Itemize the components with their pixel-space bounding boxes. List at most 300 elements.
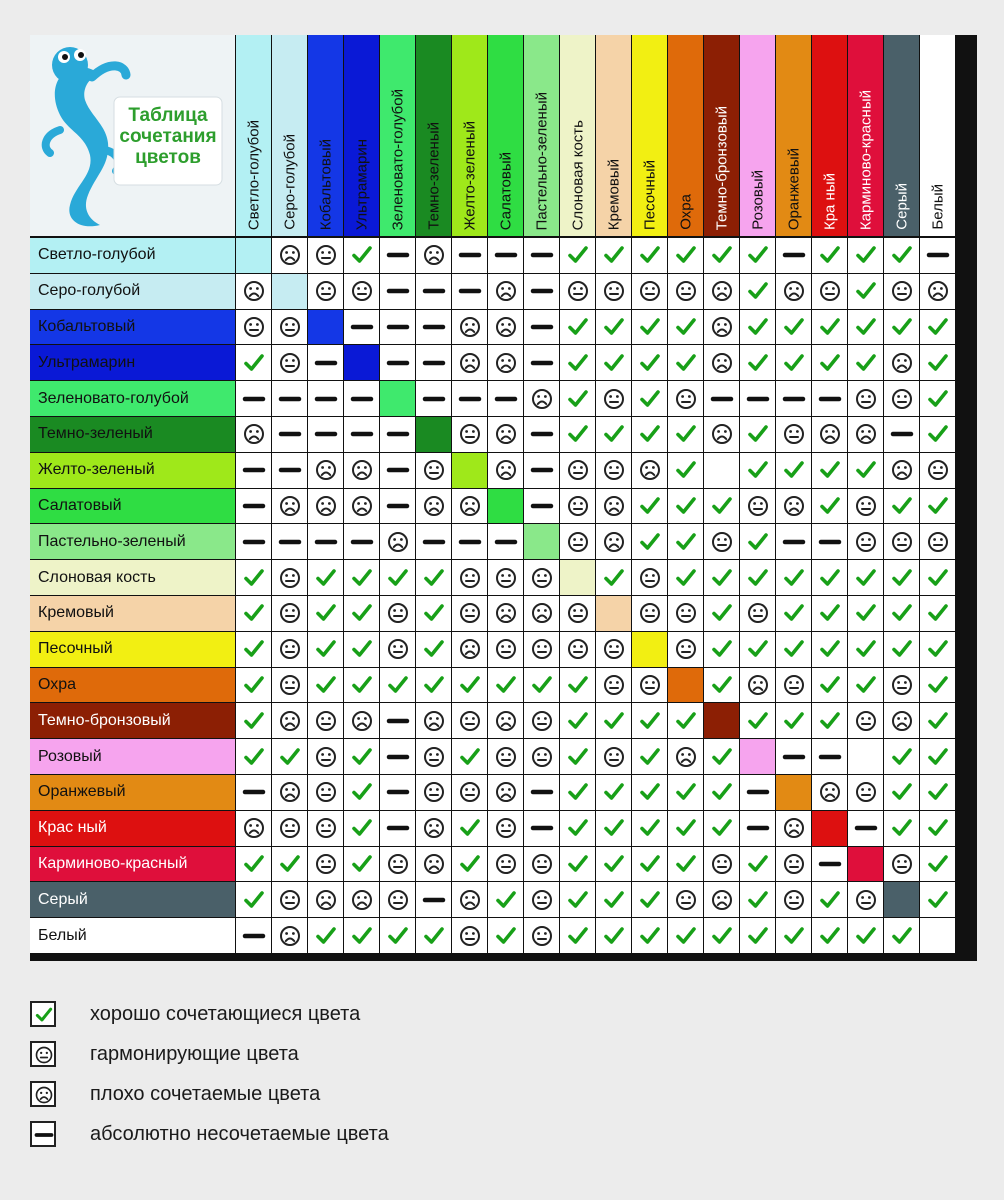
sad-face-icon	[278, 780, 302, 804]
cell-check-mark	[272, 847, 307, 882]
check-mark-icon	[314, 637, 338, 661]
cell-dash	[344, 417, 379, 452]
sad-face-icon	[710, 351, 734, 375]
legend-swatch	[30, 1041, 56, 1067]
cell-dash	[380, 417, 415, 452]
neutral-face-icon	[926, 530, 950, 554]
neutral-face-icon	[782, 852, 806, 876]
neutral-face-icon	[494, 566, 518, 590]
check-mark-icon	[674, 315, 698, 339]
cell-dash	[272, 524, 307, 559]
cell-check-mark	[596, 238, 631, 273]
sad-face-icon	[458, 888, 482, 912]
cell-sad-face	[236, 811, 271, 846]
neutral-face-icon	[818, 279, 842, 303]
diagonal-swatch	[776, 775, 811, 810]
cell-check-mark	[236, 882, 271, 917]
cell-neutral-face	[308, 847, 343, 882]
check-mark-icon	[566, 422, 590, 446]
cell-sad-face	[524, 596, 559, 631]
cell-check-mark	[884, 775, 919, 810]
check-mark-icon	[566, 780, 590, 804]
cell-check-mark	[704, 596, 739, 631]
cell-check-mark	[668, 524, 703, 559]
column-label: Пастельно-зеленый	[533, 91, 550, 230]
cell-check-mark	[668, 560, 703, 595]
cell-check-mark	[236, 560, 271, 595]
cell-check-mark	[812, 489, 847, 524]
column-header	[380, 35, 415, 236]
neutral-face-icon	[530, 709, 554, 733]
cell-dash	[848, 811, 883, 846]
dash-icon	[242, 387, 266, 411]
diagonal-swatch	[416, 417, 451, 452]
cell-check-mark	[236, 345, 271, 380]
check-mark-icon	[818, 243, 842, 267]
cell-check-mark	[740, 274, 775, 309]
column-label: Кремовый	[605, 158, 622, 230]
legend-item	[30, 1081, 530, 1109]
cell-check-mark	[632, 703, 667, 738]
cell-dash	[776, 524, 811, 559]
neutral-face-icon	[278, 566, 302, 590]
cell-check-mark	[380, 668, 415, 703]
diagonal-swatch	[452, 453, 487, 488]
cell-check-mark	[632, 381, 667, 416]
neutral-face-icon	[530, 566, 554, 590]
cell-sad-face	[776, 274, 811, 309]
empty-cell	[704, 453, 739, 488]
sad-face-icon	[818, 780, 842, 804]
cell-neutral-face	[524, 882, 559, 917]
cell-neutral-face	[596, 739, 631, 774]
cell-check-mark	[884, 560, 919, 595]
row-header	[30, 274, 235, 309]
check-mark-icon	[926, 601, 950, 625]
cell-check-mark	[596, 775, 631, 810]
cell-sad-face	[884, 345, 919, 380]
cell-check-mark	[848, 345, 883, 380]
row-label: Песочный	[38, 640, 113, 658]
neutral-face-icon	[746, 601, 770, 625]
dash-icon	[278, 422, 302, 446]
cell-check-mark	[596, 345, 631, 380]
dash-icon	[494, 387, 518, 411]
diagonal-swatch	[524, 524, 559, 559]
cell-neutral-face	[596, 668, 631, 703]
cell-check-mark	[560, 238, 595, 273]
cell-sad-face	[272, 489, 307, 524]
check-mark-icon	[458, 745, 482, 769]
sad-face-icon	[890, 351, 914, 375]
cell-dash	[236, 918, 271, 953]
cell-check-mark	[344, 775, 379, 810]
check-mark-icon	[602, 780, 626, 804]
sad-face-icon	[350, 709, 374, 733]
cell-sad-face	[308, 882, 343, 917]
row-header	[30, 918, 235, 953]
cell-sad-face	[704, 310, 739, 345]
cell-check-mark	[668, 847, 703, 882]
cell-neutral-face	[380, 632, 415, 667]
cell-sad-face	[308, 453, 343, 488]
check-mark-icon	[638, 387, 662, 411]
cell-check-mark	[848, 596, 883, 631]
cell-neutral-face	[452, 775, 487, 810]
column-label: Оранжевый	[785, 147, 802, 230]
sad-face-icon	[458, 315, 482, 339]
diagonal-swatch	[848, 847, 883, 882]
check-mark-icon	[350, 243, 374, 267]
column-header	[812, 35, 847, 236]
neutral-face-icon	[602, 458, 626, 482]
check-mark-icon	[386, 924, 410, 948]
check-mark-icon	[566, 745, 590, 769]
cell-check-mark	[920, 739, 955, 774]
cell-check-mark	[560, 847, 595, 882]
check-mark-icon	[674, 780, 698, 804]
neutral-face-icon	[530, 637, 554, 661]
cell-neutral-face	[272, 345, 307, 380]
row-label: Зеленовато-голубой	[38, 389, 189, 407]
cell-sad-face	[416, 489, 451, 524]
column-label: Серо-голубой	[281, 134, 298, 230]
check-mark-icon	[638, 351, 662, 375]
check-mark-icon	[818, 494, 842, 518]
column-header	[668, 35, 703, 236]
column-header	[704, 35, 739, 236]
neutral-face-icon	[458, 601, 482, 625]
check-mark-icon	[242, 888, 266, 912]
check-mark-icon	[458, 852, 482, 876]
dash-icon	[350, 315, 374, 339]
cell-neutral-face	[632, 596, 667, 631]
check-mark-icon	[926, 673, 950, 697]
check-mark-icon	[782, 458, 806, 482]
neutral-face-icon	[34, 1045, 54, 1065]
neutral-face-icon	[530, 745, 554, 769]
row-header	[30, 668, 235, 703]
check-mark-icon	[566, 243, 590, 267]
diagonal-swatch	[344, 345, 379, 380]
cell-check-mark	[632, 918, 667, 953]
neutral-face-icon	[566, 494, 590, 518]
cell-neutral-face	[416, 775, 451, 810]
row-header	[30, 632, 235, 667]
cell-dash	[920, 238, 955, 273]
row-label: Кремовый	[38, 604, 114, 622]
cell-neutral-face	[524, 847, 559, 882]
dash-icon	[242, 924, 266, 948]
check-mark-icon	[674, 530, 698, 554]
neutral-face-icon	[926, 458, 950, 482]
cell-neutral-face	[848, 703, 883, 738]
cell-dash	[416, 345, 451, 380]
cell-check-mark	[812, 560, 847, 595]
cell-check-mark	[416, 632, 451, 667]
neutral-face-icon	[314, 243, 338, 267]
cell-check-mark	[740, 238, 775, 273]
neutral-face-icon	[890, 387, 914, 411]
check-mark-icon	[890, 566, 914, 590]
dash-icon	[530, 780, 554, 804]
cell-dash	[380, 811, 415, 846]
cell-check-mark	[920, 417, 955, 452]
column-label: Белый	[929, 184, 946, 230]
check-mark-icon	[674, 243, 698, 267]
neutral-face-icon	[278, 816, 302, 840]
cell-check-mark	[668, 453, 703, 488]
cell-check-mark	[632, 310, 667, 345]
sad-face-icon	[746, 673, 770, 697]
neutral-face-icon	[386, 637, 410, 661]
check-mark-icon	[422, 601, 446, 625]
cell-check-mark	[740, 882, 775, 917]
dash-icon	[458, 387, 482, 411]
cell-check-mark	[740, 560, 775, 595]
legend-swatch	[30, 1121, 56, 1147]
sad-face-icon	[494, 279, 518, 303]
cell-dash	[452, 381, 487, 416]
neutral-face-icon	[854, 780, 878, 804]
dash-icon	[458, 530, 482, 554]
cell-neutral-face	[884, 847, 919, 882]
neutral-face-icon	[854, 387, 878, 411]
cell-check-mark	[380, 560, 415, 595]
column-header	[560, 35, 595, 236]
cell-check-mark	[704, 560, 739, 595]
cell-check-mark	[452, 847, 487, 882]
cell-dash	[452, 238, 487, 273]
neutral-face-icon	[602, 745, 626, 769]
row-header	[30, 238, 235, 273]
check-mark-icon	[674, 458, 698, 482]
cell-dash	[488, 524, 523, 559]
dash-icon	[386, 780, 410, 804]
cell-neutral-face	[884, 524, 919, 559]
cell-dash	[416, 882, 451, 917]
neutral-face-icon	[278, 673, 302, 697]
cell-sad-face	[380, 524, 415, 559]
cell-check-mark	[884, 811, 919, 846]
neutral-face-icon	[566, 458, 590, 482]
cell-check-mark	[596, 703, 631, 738]
cell-check-mark	[812, 453, 847, 488]
legend-label: гармонирующие цвета	[90, 1043, 299, 1065]
cell-check-mark	[344, 847, 379, 882]
cell-neutral-face	[524, 632, 559, 667]
cell-check-mark	[452, 739, 487, 774]
cell-check-mark	[668, 918, 703, 953]
cell-check-mark	[668, 811, 703, 846]
cell-check-mark	[560, 882, 595, 917]
cell-neutral-face	[776, 882, 811, 917]
row-label: Светло-голубой	[38, 246, 156, 264]
check-mark-icon	[602, 888, 626, 912]
check-mark-icon	[602, 315, 626, 339]
cell-sad-face	[632, 453, 667, 488]
neutral-face-icon	[422, 780, 446, 804]
cell-sad-face	[704, 417, 739, 452]
cell-neutral-face	[308, 739, 343, 774]
cell-neutral-face	[560, 489, 595, 524]
cell-sad-face	[344, 489, 379, 524]
check-mark-icon	[350, 673, 374, 697]
cell-neutral-face	[488, 632, 523, 667]
dash-icon	[494, 243, 518, 267]
dash-icon	[422, 530, 446, 554]
check-mark-icon	[854, 673, 878, 697]
neutral-face-icon	[854, 888, 878, 912]
cell-neutral-face	[524, 560, 559, 595]
check-mark-icon	[674, 566, 698, 590]
cell-neutral-face	[884, 381, 919, 416]
cell-check-mark	[488, 918, 523, 953]
check-mark-icon	[926, 709, 950, 733]
cell-check-mark	[560, 668, 595, 703]
cell-check-mark	[596, 918, 631, 953]
cell-dash	[272, 417, 307, 452]
dash-icon	[782, 745, 806, 769]
check-mark-icon	[854, 924, 878, 948]
sad-face-icon	[530, 601, 554, 625]
neutral-face-icon	[710, 852, 734, 876]
cell-check-mark	[560, 811, 595, 846]
cell-check-mark	[416, 918, 451, 953]
sad-face-icon	[494, 780, 518, 804]
column-header	[740, 35, 775, 236]
cell-sad-face	[884, 453, 919, 488]
cell-check-mark	[560, 310, 595, 345]
check-mark-icon	[710, 816, 734, 840]
diagonal-swatch	[380, 381, 415, 416]
check-mark-icon	[638, 494, 662, 518]
check-mark-icon	[494, 924, 518, 948]
cell-sad-face	[596, 489, 631, 524]
cell-check-mark	[236, 847, 271, 882]
dash-icon	[278, 458, 302, 482]
check-mark-icon	[314, 673, 338, 697]
dash-icon	[422, 279, 446, 303]
dash-icon	[242, 458, 266, 482]
check-mark-icon	[602, 243, 626, 267]
cell-check-mark	[416, 596, 451, 631]
check-mark-icon	[926, 888, 950, 912]
check-mark-icon	[926, 351, 950, 375]
cell-dash	[416, 274, 451, 309]
check-mark-icon	[710, 601, 734, 625]
neutral-face-icon	[638, 566, 662, 590]
cell-neutral-face	[668, 596, 703, 631]
check-mark-icon	[638, 243, 662, 267]
row-header	[30, 489, 235, 524]
cell-check-mark	[812, 345, 847, 380]
cell-check-mark	[848, 632, 883, 667]
check-mark-icon	[782, 601, 806, 625]
legend-swatch	[30, 1001, 56, 1027]
cell-check-mark	[884, 596, 919, 631]
check-mark-icon	[674, 494, 698, 518]
cell-check-mark	[344, 560, 379, 595]
cell-neutral-face	[380, 596, 415, 631]
sad-face-icon	[34, 1085, 54, 1105]
check-mark-icon	[890, 924, 914, 948]
cell-neutral-face	[488, 739, 523, 774]
check-mark-icon	[638, 745, 662, 769]
cell-dash	[344, 524, 379, 559]
column-label: Кра ный	[821, 172, 838, 230]
cell-dash	[524, 489, 559, 524]
cell-check-mark	[488, 882, 523, 917]
diagonal-swatch	[560, 560, 595, 595]
column-label: Песочный	[641, 159, 658, 230]
cell-dash	[380, 345, 415, 380]
color-combination-table	[30, 35, 977, 961]
row-label: Розовый	[38, 747, 102, 765]
check-mark-icon	[242, 673, 266, 697]
cell-check-mark	[920, 489, 955, 524]
cell-sad-face	[236, 274, 271, 309]
neutral-face-icon	[314, 745, 338, 769]
diagonal-swatch	[236, 238, 271, 273]
cell-check-mark	[272, 739, 307, 774]
neutral-face-icon	[458, 924, 482, 948]
diagonal-swatch	[488, 489, 523, 524]
cell-check-mark	[740, 417, 775, 452]
check-mark-icon	[422, 566, 446, 590]
cell-neutral-face	[308, 811, 343, 846]
cell-sad-face	[668, 739, 703, 774]
neutral-face-icon	[674, 387, 698, 411]
cell-check-mark	[380, 918, 415, 953]
cell-check-mark	[560, 381, 595, 416]
neutral-face-icon	[674, 888, 698, 912]
neutral-face-icon	[458, 709, 482, 733]
column-label: Серый	[893, 183, 910, 230]
cell-check-mark	[560, 739, 595, 774]
cell-sad-face	[344, 453, 379, 488]
check-mark-icon	[458, 816, 482, 840]
cell-neutral-face	[272, 632, 307, 667]
sad-face-icon	[422, 709, 446, 733]
cell-check-mark	[344, 238, 379, 273]
dash-icon	[314, 530, 338, 554]
neutral-face-icon	[602, 387, 626, 411]
cell-check-mark	[812, 596, 847, 631]
neutral-face-icon	[638, 279, 662, 303]
neutral-face-icon	[278, 601, 302, 625]
check-mark-icon	[422, 673, 446, 697]
column-label: Ультрамарин	[353, 138, 370, 230]
sad-face-icon	[350, 888, 374, 912]
neutral-face-icon	[494, 745, 518, 769]
cell-neutral-face	[560, 453, 595, 488]
check-mark-icon	[782, 351, 806, 375]
cell-sad-face	[416, 238, 451, 273]
dash-icon	[314, 351, 338, 375]
cell-check-mark	[560, 918, 595, 953]
neutral-face-icon	[458, 566, 482, 590]
column-label: Темно-бронзовый	[713, 105, 730, 230]
cell-dash	[488, 238, 523, 273]
cell-dash	[524, 775, 559, 810]
check-mark-icon	[602, 709, 626, 733]
sad-face-icon	[782, 816, 806, 840]
dash-icon	[782, 243, 806, 267]
sad-face-icon	[350, 494, 374, 518]
cell-neutral-face	[704, 524, 739, 559]
cell-sad-face	[704, 882, 739, 917]
